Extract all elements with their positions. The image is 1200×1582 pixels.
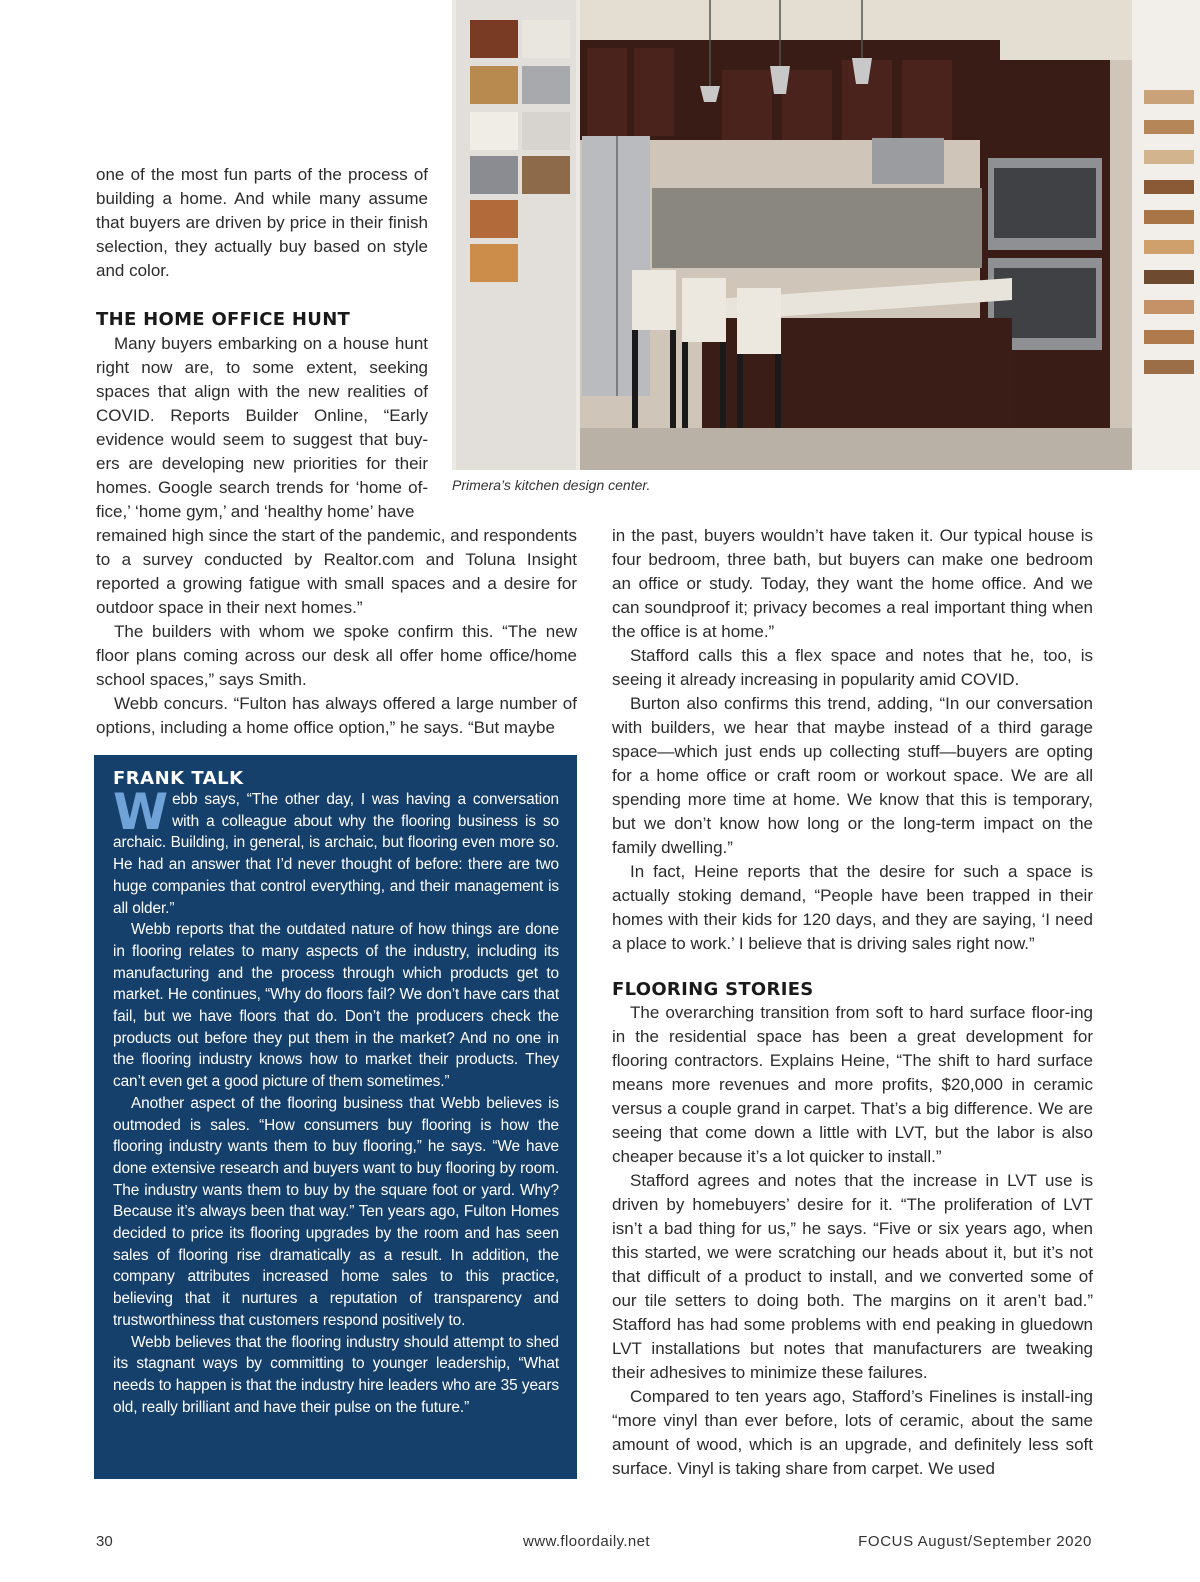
home-office-heading: THE HOME OFFICE HUNT [96,309,351,330]
right-column [612,524,1093,1481]
left-column-top [96,163,428,524]
sidebar-paragraph-4: Webb believes that the flooring industry should attempt to shed its stagnant ways by committing to younger leadership, “What needs to happen is that the industry hire leaders who are 35 years old, really brilliant and have their pulse on the future.” [113,1333,559,1416]
flooring-stories-heading: FLOORING STORIES [612,979,814,1000]
sidebar-paragraph-1-text: ebb says, “The other day, I was having a conversation with a colleague about why the flooring business is so archaic. Building, in general, is archaic, but flooring even more so. He had an answer that I’d never thought of before: there are two huge companies that control everything, and their management is all older.” [113,791,559,917]
page-number: 30 [96,1533,113,1550]
footer-url-link[interactable]: www.floordaily.net [523,1533,650,1550]
sidebar-title: FRANK TALK [113,768,244,789]
sidebar-paragraph-2: Webb reports that the outdated nature of how things are done in flooring relates to many aspects of the industry, including its manufacturing and the process through which products get to market. He continues, “Why do floors fail? We don’t have cars that fail, but we have floors that do. Don’t the producers check the products out before they put them in the market? And no one in the flooring industry knows how to market their products. They can’t even get a good picture of them sometimes.” [113,921,559,1091]
sidebar-paragraph-1 [113,783,559,919]
right-paragraph-2: Stafford calls this a flex space and notes that he, too, is seeing it already increasing in popularity amid COVID. [612,646,1093,689]
magazine-issue: FOCUS August/September 2020 [858,1533,1092,1550]
right-paragraph-1: in the past, buyers wouldn’t have taken it. Our typical house is four bedroom, three bath, but buyers can make one bedroom an office or study. Today, they want the home office. And we can soundproof it; privacy becomes a real important thing when the office is at home.” [612,526,1093,641]
photo-caption: Primera’s kitchen design center. [452,477,651,493]
right-paragraph-7: Compared to ten years ago, Stafford’s Finelines is install-ing “more vinyl than ever before, lots of ceramic, about the same amount of wood, which is an upgrade, and definitely less soft surface. Vinyl is taking share from carpet. We used [612,1387,1093,1478]
right-paragraph-6: Stafford agrees and notes that the increase in LVT use is driven by homebuyers’ desire for it. “The proliferation of LVT isn’t a bad thing for us,” he says. “Five or six years ago, when this started, we were scratching our heads about it, but it’s not that difficult of a product to install, and we converted some of our tile setters to doing both. The margins on it aren’t bad.” Stafford has had some problems with end peaking in gluedown LVT installations but notes that manufacturers are tweaking their adhesives to minimize these failures. [612,1171,1093,1382]
left-column-wide [96,524,577,740]
home-office-paragraph-3: Webb concurs. “Fulton has always offered a large number of options, including a home office option,” he says. “But maybe [96,694,577,737]
right-paragraph-5: The overarching transition from soft to hard surface floor-ing in the residential space has been a great development for flooring contractors. Explains Heine, “The shift to hard surface means more revenues and more profits, $20,000 in ceramic versus a couple grand in carpet. That’s a big difference. We are seeing that come down a little with LVT, but the labor is also cheaper because it’s a lot quicker to install.” [612,1003,1093,1166]
frank-talk-sidebar [94,755,577,1479]
home-office-paragraph-1-cont: remained high since the start of the pandemic, and respondents to a survey conducted by Realtor.com and Toluna Insight reported a growing fatigue with small spaces and a desire for outdoor space in their next homes.” [96,526,577,617]
home-office-paragraph-2: The builders with whom we spoke confirm this. “The new floor plans coming across our desk all offer home office/home school spaces,” says Smith. [96,622,577,689]
sidebar-paragraph-3: Another aspect of the flooring business that Webb believes is outmoded is sales. “How consumers buy flooring is how the flooring industry wants them to buy flooring,” he says. “We have done extensive research and buyers want to buy flooring by room. The industry wants them to buy by the square foot or yard. Why? Because it’s always been that way.” Ten years ago, Fulton Homes decided to price its flooring upgrades by the room and has seen sales of flooring rise dramatically as a result. In addition, the company attributes increased home sales to this practice, believing that it nurtures a reputation of transparency and trustworthiness that customers respond positively to. [113,1094,559,1329]
right-paragraph-4: In fact, Heine reports that the desire for such a space is actually stoking demand, “People have been trapped in their homes with their kids for 120 days, and they are saying, ‘I need a place to work.’ I believe that is driving sales right now.” [612,862,1093,953]
intro-paragraph: one of the most fun parts of the process of building a home. And while many assume that buyers are driven by price in their finish selection, they actually buy based on style and color. [96,165,428,280]
kitchen-photo [452,0,1200,470]
right-paragraph-3: Burton also confirms this trend, adding, “In our conversation with builders, we hear that maybe instead of a third garage space—which just ends up collecting stuff—buyers are opting for a home office or craft room or workout space. We are all spending more time at home. We know that this is temporary, but we don’t know how long or the long-term impact on the family dwelling.” [612,694,1093,857]
home-office-paragraph-1: Many buyers embarking on a house hunt right now are, to some extent, seeking spaces that align with the new realities of COVID. Reports Builder Online, “Early evidence would seem to suggest that buy-ers are developing new priorities for their homes. Google search trends for ‘home of-fice,’ ‘home gym,’ and ‘healthy home’ have [96,334,428,521]
drop-cap: W [113,783,169,841]
